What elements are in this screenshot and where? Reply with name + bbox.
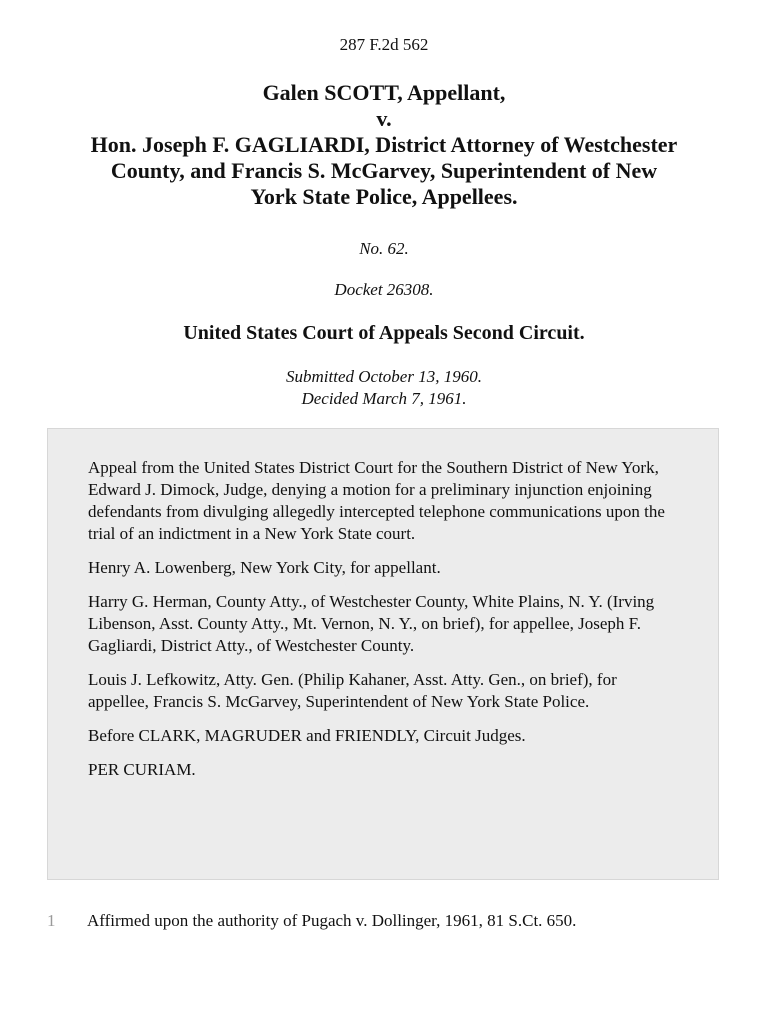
submitted-date: Submitted October 13, 1960. bbox=[286, 367, 482, 386]
case-summary-box bbox=[47, 428, 719, 880]
caption-appellees-line-1: Hon. Joseph F. GAGLIARDI, District Attorney of Westchester bbox=[90, 132, 678, 157]
reporter-citation: 287 F.2d 562 bbox=[339, 35, 429, 54]
court-name: United States Court of Appeals Second Circuit. bbox=[183, 322, 585, 344]
caption-versus: v. bbox=[376, 106, 392, 131]
counsel-appellee-westchester: Harry G. Herman, County Atty., of Westchester County, White Plains, N. Y. (Irving Libenson, Asst. County Atty., Mt. Vernon, N. Y., on brief), for appellee, Joseph F. Gagliardi, District Atty., of Westchester County. bbox=[88, 592, 655, 655]
case-dates bbox=[0, 366, 768, 410]
appeal-description: Appeal from the United States District Court for the Southern District of New York, Edward J. Dimock, Judge, denying a motion for a preliminary injunction enjoining defendants from divulging allegedly intercepted telephone communications upon the trial of an indictment in a New York State court. bbox=[88, 458, 665, 543]
counsel-appellee-state-police: Louis J. Lefkowitz, Atty. Gen. (Philip Kahaner, Asst. Atty. Gen., on brief), for appellee, Francis S. McGarvey, Superintendent of New York State Police. bbox=[88, 670, 617, 711]
case-caption bbox=[40, 80, 728, 210]
case-number: No. 62. bbox=[359, 239, 409, 258]
caption-appellant: Galen SCOTT, Appellant, bbox=[262, 80, 506, 105]
docket-number: Docket 26308. bbox=[334, 280, 434, 299]
caption-appellees-line-3: York State Police, Appellees. bbox=[250, 184, 518, 209]
counsel-appellant: Henry A. Lowenberg, New York City, for appellant. bbox=[88, 558, 441, 577]
paragraph-text: Affirmed upon the authority of Pugach v. Dollinger, 1961, 81 S.Ct. 650. bbox=[87, 911, 577, 930]
judges-panel: Before CLARK, MAGRUDER and FRIENDLY, Circuit Judges. bbox=[88, 726, 526, 745]
per-curiam-label: PER CURIAM. bbox=[88, 760, 196, 779]
caption-appellees-line-2: County, and Francis S. McGarvey, Superintendent of New bbox=[110, 158, 658, 183]
decided-date: Decided March 7, 1961. bbox=[301, 389, 467, 408]
paragraph-number: 1 bbox=[47, 911, 56, 930]
